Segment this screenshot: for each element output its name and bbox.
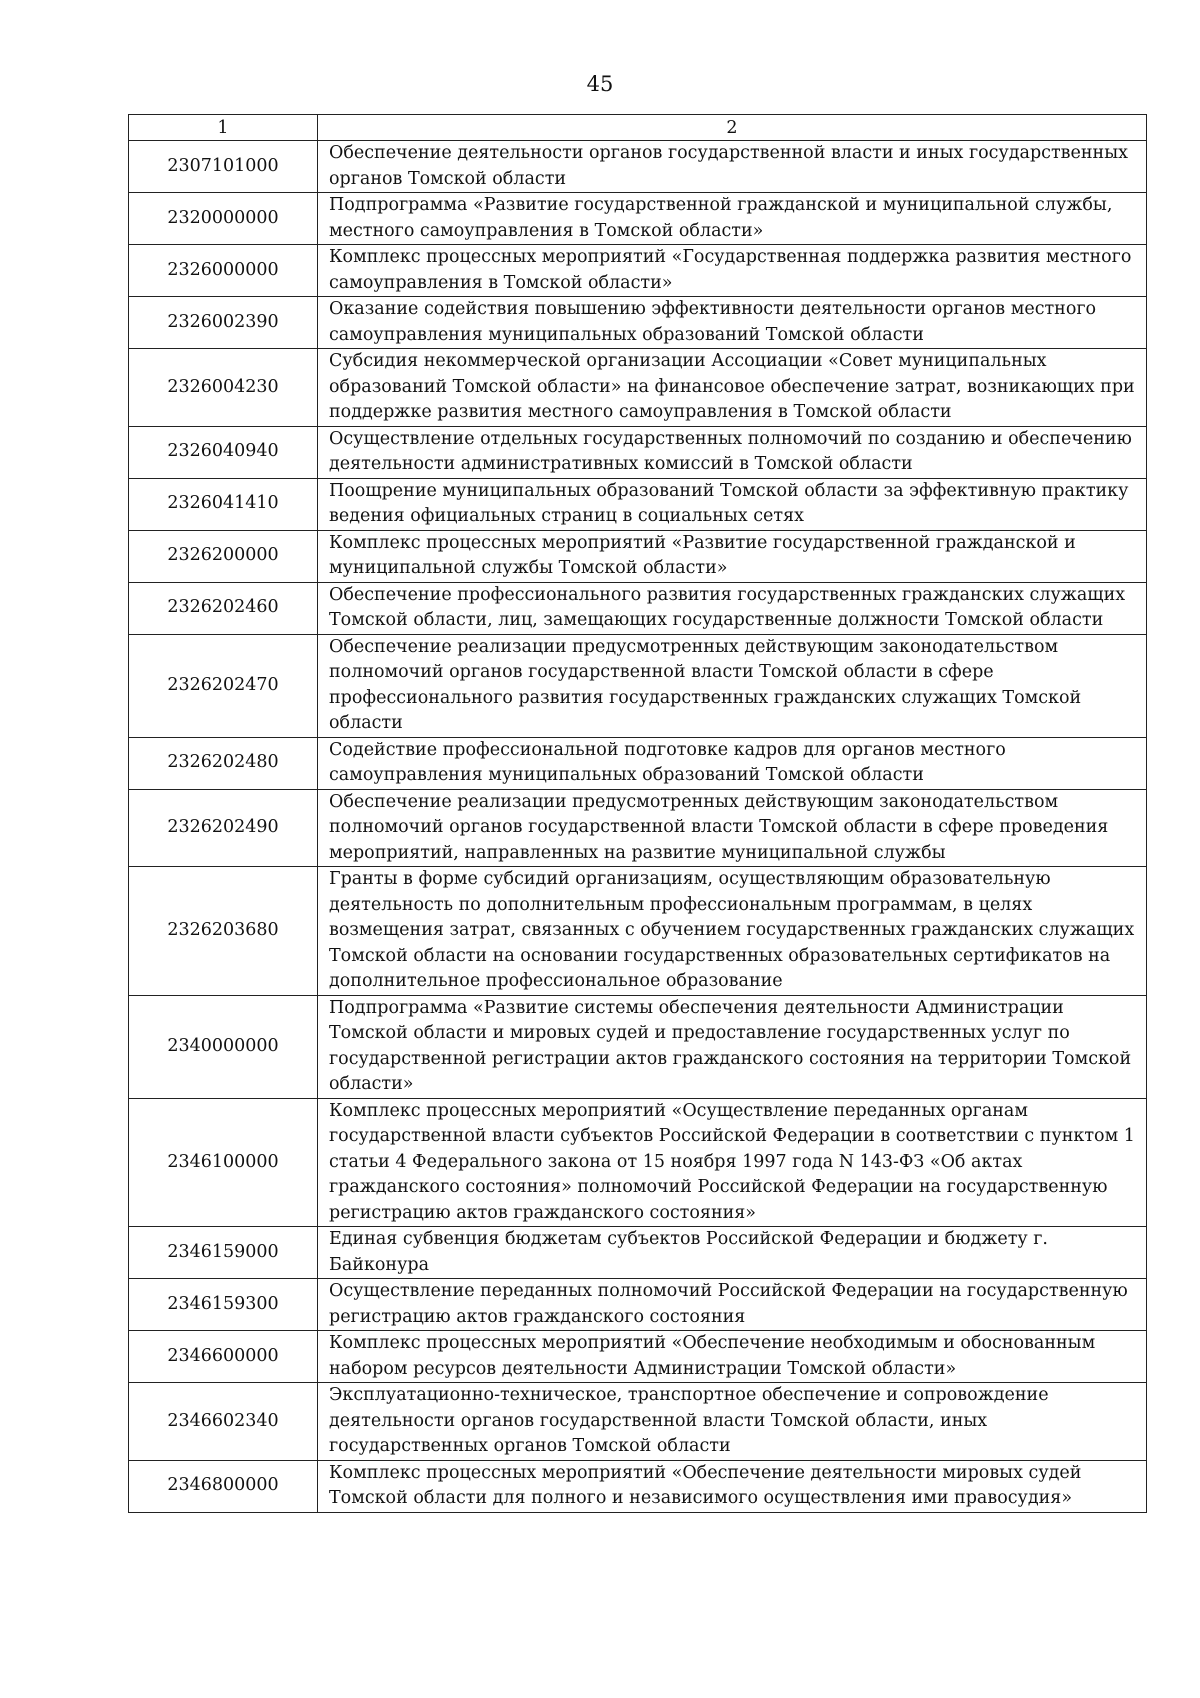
table-row bbox=[129, 582, 1147, 634]
row-description: Комплекс процессных мероприятий «Обеспечение необходимым и обоснованным набором ресурсов деятельности Администрации Томской области» bbox=[318, 1331, 1147, 1383]
row-code: 2326040940 bbox=[129, 426, 318, 478]
row-description: Субсидия некоммерческой организации Ассоциации «Совет муниципальных образований Томской области» на финансовое обеспечение затрат, возникающих при поддержке развития местного самоуправления в Томской области bbox=[318, 349, 1147, 427]
row-description: Поощрение муниципальных образований Томской области за эффективную практику ведения официальных страниц в социальных сетях bbox=[318, 478, 1147, 530]
row-code: 2346600000 bbox=[129, 1331, 318, 1383]
page-number: 45 bbox=[586, 72, 614, 96]
row-description: Комплекс процессных мероприятий «Развитие государственной гражданской и муниципальной службы Томской области» bbox=[318, 530, 1147, 582]
row-code: 2320000000 bbox=[129, 193, 318, 245]
row-code: 2326202480 bbox=[129, 737, 318, 789]
row-description: Единая субвенция бюджетам субъектов Российской Федерации и бюджету г. Байконура bbox=[318, 1227, 1147, 1279]
table-row bbox=[129, 1227, 1147, 1279]
row-code: 2326203680 bbox=[129, 867, 318, 996]
row-description: Обеспечение деятельности органов государственной власти и иных государственных органов Томской области bbox=[318, 141, 1147, 193]
row-description: Гранты в форме субсидий организациям, осуществляющим образовательную деятельность по дополнительным профессиональным программам, в целях возмещения затрат, связанных с обучением государственных гражданских служащих Томской области на основании государственных образовательных сертификатов на дополнительное профессиональное образование bbox=[318, 867, 1147, 996]
table-row bbox=[129, 530, 1147, 582]
row-code: 2346602340 bbox=[129, 1383, 318, 1461]
row-code: 2340000000 bbox=[129, 995, 318, 1098]
table-row bbox=[129, 1460, 1147, 1512]
table-row bbox=[129, 634, 1147, 737]
row-code: 2346800000 bbox=[129, 1460, 318, 1512]
row-description: Подпрограмма «Развитие государственной гражданской и муниципальной службы, местного самоуправления в Томской области» bbox=[318, 193, 1147, 245]
row-description: Обеспечение реализации предусмотренных действующим законодательством полномочий органов государственной власти Томской области в сфере проведения мероприятий, направленных на развитие муниципальной службы bbox=[318, 789, 1147, 867]
table-row bbox=[129, 349, 1147, 427]
row-code: 2326002390 bbox=[129, 297, 318, 349]
table-row bbox=[129, 789, 1147, 867]
row-description: Подпрограмма «Развитие системы обеспечения деятельности Администрации Томской области и мировых судей и предоставление государственных услуг по государственной регистрации актов гражданского состояния на территории Томской области» bbox=[318, 995, 1147, 1098]
table-row bbox=[129, 297, 1147, 349]
row-code: 2326202470 bbox=[129, 634, 318, 737]
row-description: Комплекс процессных мероприятий «Осуществление переданных органам государственной власти субъектов Российской Федерации в соответствии с пунктом 1 статьи 4 Федерального закона от 15 ноября 1997 года N 143-ФЗ «Об актах гражданского состояния» полномочий Российской Федерации на государственную регистрацию актов гражданского состояния» bbox=[318, 1098, 1147, 1227]
row-description: Комплекс процессных мероприятий «Государственная поддержка развития местного самоуправления в Томской области» bbox=[318, 245, 1147, 297]
row-description: Комплекс процессных мероприятий «Обеспечение деятельности мировых судей Томской области для полного и независимого осуществления ими правосудия» bbox=[318, 1460, 1147, 1512]
row-code: 2326000000 bbox=[129, 245, 318, 297]
row-description: Осуществление отдельных государственных полномочий по созданию и обеспечению деятельности административных комиссий в Томской области bbox=[318, 426, 1147, 478]
table-row bbox=[129, 867, 1147, 996]
row-code: 2326004230 bbox=[129, 349, 318, 427]
table-row bbox=[129, 737, 1147, 789]
row-description: Оказание содействия повышению эффективности деятельности органов местного самоуправления муниципальных образований Томской области bbox=[318, 297, 1147, 349]
row-code: 2307101000 bbox=[129, 141, 318, 193]
row-code: 2346159000 bbox=[129, 1227, 318, 1279]
row-code: 2326041410 bbox=[129, 478, 318, 530]
row-description: Содействие профессиональной подготовке кадров для органов местного самоуправления муниципальных образований Томской области bbox=[318, 737, 1147, 789]
row-description: Обеспечение профессионального развития государственных гражданских служащих Томской области, лиц, замещающих государственные должности Томской области bbox=[318, 582, 1147, 634]
table-row bbox=[129, 245, 1147, 297]
row-code: 2346100000 bbox=[129, 1098, 318, 1227]
row-description: Обеспечение реализации предусмотренных действующим законодательством полномочий органов государственной власти Томской области в сфере профессионального развития государственных гражданских служащих Томской области bbox=[318, 634, 1147, 737]
table-row bbox=[129, 478, 1147, 530]
column-header-2: 2 bbox=[318, 115, 1147, 141]
row-description: Осуществление переданных полномочий Российской Федерации на государственную регистрацию актов гражданского состояния bbox=[318, 1279, 1147, 1331]
row-description: Эксплуатационно-техническое, транспортное обеспечение и сопровождение деятельности органов государственной власти Томской области, иных государственных органов Томской области bbox=[318, 1383, 1147, 1461]
row-code: 2346159300 bbox=[129, 1279, 318, 1331]
row-code: 2326202490 bbox=[129, 789, 318, 867]
table-row bbox=[129, 995, 1147, 1098]
table-row bbox=[129, 141, 1147, 193]
table-header-row bbox=[129, 115, 1147, 141]
column-header-1: 1 bbox=[129, 115, 318, 141]
budget-code-table bbox=[128, 114, 1147, 1513]
row-code: 2326200000 bbox=[129, 530, 318, 582]
row-code: 2326202460 bbox=[129, 582, 318, 634]
table-row bbox=[129, 426, 1147, 478]
table-row bbox=[129, 1098, 1147, 1227]
table-row bbox=[129, 193, 1147, 245]
table-row bbox=[129, 1279, 1147, 1331]
table-row bbox=[129, 1331, 1147, 1383]
table-row bbox=[129, 1383, 1147, 1461]
